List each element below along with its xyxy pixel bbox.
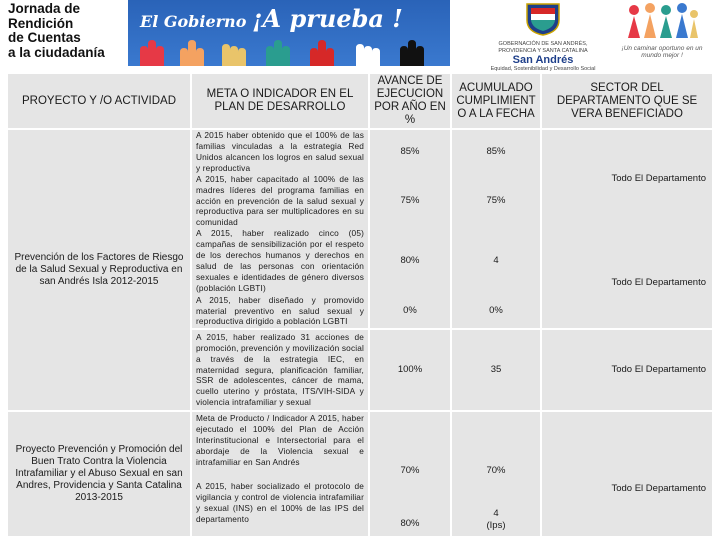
acumulado-row-2: 75%: [452, 174, 540, 228]
sector-group-2: Todo El Departamento: [542, 228, 712, 328]
project-salud-sexual: Prevención de los Factores de Riesgo de la Salud Sexual y Reproductiva en san Andrés Isla 2012-2015: [8, 130, 190, 410]
header-acumulado: ACUMULADO CUMPLIMIENT O A LA FECHA: [452, 74, 540, 128]
meta-row-4: A 2015, haber diseñado y promovido material preventivo en salud sexual y reproductiva dirigido a población LGBTI: [192, 294, 368, 328]
avance-row-4: 0%: [370, 294, 450, 328]
meta-row-6: Meta de Producto / Indicador A 2015, haber ejecutado el 100% del Plan de Acción Interinstitucional e Intersectorial para el abordaje de la Violencia sexual e intrafamiliar en San Andrés: [192, 412, 368, 480]
jornada-line: Rendición: [8, 15, 74, 31]
avance-row-7: 80%: [370, 480, 450, 536]
slogan-text: [140, 4, 403, 33]
coat-of-arms-icon: [523, 2, 563, 36]
municipality-name: San Andrés: [512, 54, 574, 66]
avance-row-5: 100%: [370, 330, 450, 410]
meta-row-3: A 2015, haber realizado cinco (05) campañas de sensibilización por el respeto de los derechos humanos y derechos en salud de las personas con orientación sexuales e identidades de género diversos (población LGBTI): [192, 228, 368, 294]
municipality-seal: [490, 2, 596, 72]
header-banner: [0, 0, 720, 70]
acumulado-row-5: 35: [452, 330, 540, 410]
campaign-motto: ¡Un caminar oportuno en un mundo mejor !: [621, 45, 703, 59]
municipality-motto: Equidad, Sostenibilidad y Desarrollo Social: [490, 66, 596, 72]
sector-group-1: Todo El Departamento: [542, 130, 712, 228]
acumulado-row-7-unit: (Ips): [486, 520, 506, 531]
project-buen-trato: Proyecto Prevención y Promoción del Buen Trato Contra la Violencia Intrafamiliar y el Abuso Sexual en san Andres, Providencia y Santa Catalina 2013-2015: [8, 412, 190, 536]
sector-group-4: Todo El Departamento: [542, 412, 712, 536]
acumulado-row-7: [452, 480, 540, 536]
acumulado-row-6: 70%: [452, 412, 540, 480]
acumulado-row-4: 0%: [452, 294, 540, 328]
campaign-logo: [612, 2, 712, 66]
meta-row-2: A 2015, haber capacitado al 100% de las madres líderes del programa familias en acción en prevención de la salud sexual y reproductiva para ser multiplicadores en su comunidad: [192, 174, 368, 228]
avance-row-2: 75%: [370, 174, 450, 228]
hands-illustration: [128, 36, 450, 66]
slogan-part-1: El Gobierno: [140, 12, 247, 31]
avance-row-6: 70%: [370, 412, 450, 480]
acumulado-row-3: 4: [452, 228, 540, 294]
header-proyecto: PROYECTO Y /O ACTIVIDAD: [8, 74, 190, 128]
jornada-line: Jornada de: [8, 1, 81, 16]
meta-row-1: A 2015 haber obtenido que el 100% de las familias vinculadas a la estrategia Red Unidos alcancen los logros en salud sexual y reproductiva: [192, 130, 368, 174]
meta-row-5: A 2015, haber realizado 31 acciones de promoción, prevención y movilización social a través de la estrategia IEC, en maternidad segura, planificación familiar, SSR de adolescentes, cáncer de mama, cuello uterino y próstata, ITS/VIH-SIDA y violencia intrafamiliar y sexual: [192, 330, 368, 410]
header-avance: AVANCE DE EJECUCION POR AÑO EN %: [370, 74, 450, 128]
meta-row-7: A 2015, haber socializado el protocolo de vigilancia y control de violencia intrafamiliar y sexual (INS) en el 100% de las IPS del departamento: [192, 480, 368, 536]
header-sector: SECTOR DEL DEPARTAMENTO QUE SE VERA BENEFICIADO: [542, 74, 712, 128]
acumulado-row-1: 85%: [452, 130, 540, 174]
avance-row-3: 80%: [370, 228, 450, 294]
avance-row-1: 85%: [370, 130, 450, 174]
jornada-title: [8, 2, 120, 60]
sector-group-3: Todo El Departamento: [542, 330, 712, 410]
slogan-banner: [128, 0, 450, 66]
header-meta: META O INDICADOR EN EL PLAN DE DESARROLLO: [192, 74, 368, 128]
people-figures-icon: [622, 2, 702, 40]
municipality-sub: GOBERNACIÓN DE SAN ANDRÉS, PROVIDENCIA Y SANTA CATALINA: [498, 41, 588, 54]
results-table: [8, 74, 712, 536]
acumulado-row-7-value: 4: [493, 508, 499, 519]
slogan-part-2: ¡A prueba !: [251, 4, 403, 33]
jornada-line: de Cuentas: [8, 30, 81, 45]
jornada-line: a la ciudadanía: [8, 44, 105, 60]
